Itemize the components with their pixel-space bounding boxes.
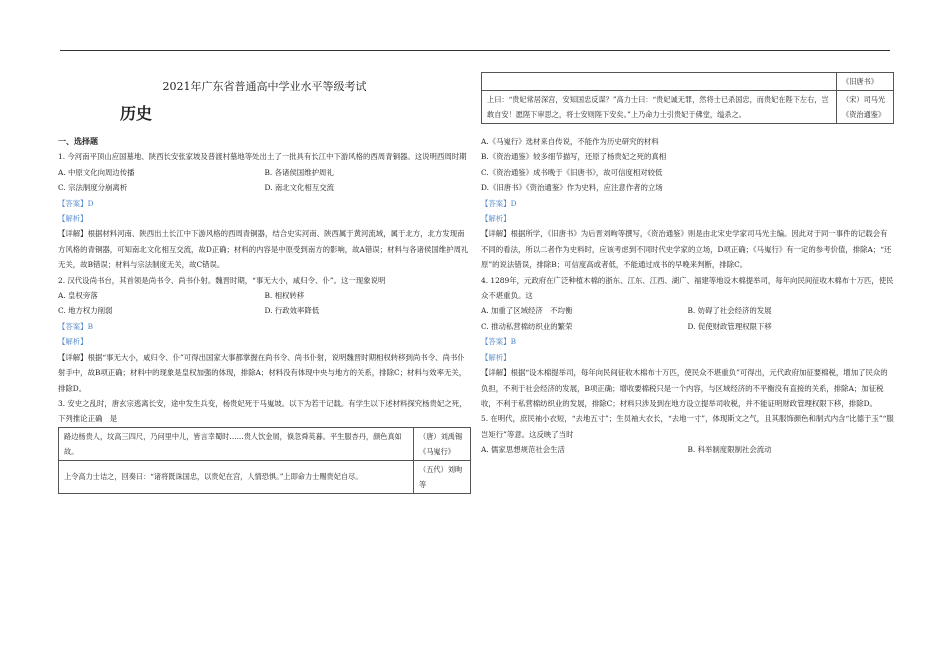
q1-option-c: C. 宗法制度分崩离析 [58, 183, 128, 193]
q3-analysis: 【详解】根据所学，《旧唐书》为后晋刘昫等撰写，《资治通鉴》则是由北宋史学家司马光主编。因此对于同一事件的记载会有不同的看法，所以二者作为史料时，应该考虑到不同时代史学家的立场，D项正确；《马嵬行》有一定的参考价值，排除A；“还原”的说法错误，排除B；可信度高或者低，不能通过成书的早晚来判断，排除C。 [481, 229, 892, 270]
left-column [58, 80, 471, 494]
q1-answer: 【答案】D [58, 198, 94, 208]
q5-option-a: A. 儒家思想规范社会生活 [481, 445, 565, 455]
q2-option-a: A. 皇权旁落 [58, 291, 98, 301]
q2-option-b: B. 相权转移 [264, 291, 305, 301]
q4-answer: 【答案】B [481, 337, 516, 347]
table-cell-source: （唐）刘禹锡《马嵬行》 [414, 427, 471, 460]
q1-options [58, 165, 471, 196]
exam-title: 2021年广东省普通高中学业水平等级考试 [162, 80, 367, 93]
subject-title: 历史 [120, 104, 153, 123]
q2-analysis: 【详解】根据“事无大小，咸归令、仆”可得出国家大事都掌握在尚书令、尚书仆射，说明魏晋时期相权转移到尚书令、尚书仆射手中，故B项正确；材料中的现象是皇权加强的体现，排除A；材料没有体现中央与地方的关系，排除C；材料与效率无关，排除D。 [58, 352, 467, 393]
q5-options [481, 442, 894, 457]
spacer [481, 124, 894, 134]
section-heading: 一、选择题 [58, 136, 98, 146]
q4-analysis: 【详解】根据“设木棉提举司，每年向民间征收木棉布十万匹，使民众不堪重负”可得出，元代政府加征要棉税，增加了民众的负担，不利于社会经济的发展，B项正确；增收要棉税只是一个内容，与区域经济的不平衡没有直接的关系，排除A；加征税收，不利于私营棉纺织业的发展，排除C；材料只涉及到在地方设立提举司收税，并不能证明财政管理权限下移，排除D。 [481, 368, 888, 408]
table-row [482, 73, 894, 91]
table-cell-source: （宋）司马光《资治通鉴》 [837, 91, 894, 124]
q4-option-b: B. 妨碍了社会经济的发展 [687, 306, 772, 316]
table-row [59, 460, 471, 493]
q5-option-b: B. 科举制度限制社会流动 [687, 445, 772, 455]
q2-option-c: C. 地方权力削弱 [58, 306, 113, 316]
table-cell-source: （五代）刘昫等 [414, 460, 471, 493]
q2-option-d: D. 行政效率降低 [264, 306, 320, 316]
q3-option-d: D.《旧唐书》《资治通鉴》作为史料，应注意作者的立场 [481, 183, 663, 193]
q3-answer: 【答案】D [481, 198, 517, 208]
table-cell-text: 上令高力士诘之，回奏曰：“诸将既诛国忠，以贵妃在宫，人情恐惧。”上即命力士赐贵妃自尽。 [59, 460, 414, 493]
q2-answer: 【答案】B [58, 321, 93, 331]
q4-stem: 4. 1289年，元政府在广泛种植木棉的浙东、江东、江西、湖广、福建等地设木棉提举司，每年向民间征收木棉布十万匹，使民众不堪重负。这 [481, 275, 894, 301]
q3-option-c: C.《资治通鉴》成书晚于《旧唐书》，故可信度相对较低 [481, 167, 663, 177]
q1-analysis-tag: 【解析】 [58, 214, 88, 224]
q2-analysis-tag: 【解析】 [58, 337, 88, 347]
header-rule [60, 50, 890, 51]
q1-option-b: B. 各诸侯国维护周礼 [264, 167, 334, 177]
q4-option-c: C. 推动私营棉纺织业的繁荣 [481, 321, 573, 331]
q2-options [58, 288, 471, 319]
q1-option-a: A. 中原文化向周边传播 [58, 167, 135, 177]
q4-option-a: A. 加重了区域经济 不均衡 [481, 306, 573, 316]
q4-option-d: D. 促使财政管理权限下移 [687, 321, 772, 331]
table-cell-text [482, 73, 837, 91]
q5-stem: 5. 在明代，庶民袖小衣短，“去地五寸”；生员袖大衣长，“去地一寸”，体现斯文之气，且其服饰颜色和制式内含“比德于玉”“服岂矩行”等意。这反映了当时 [481, 414, 894, 439]
table-cell-source: 《旧唐书》 [837, 73, 894, 91]
q3-options [481, 134, 894, 196]
q1-stem: 1. 今河南平顶山应国墓地、陕西长安张家坡及普渡村墓地等处出土了一批具有长江中下游风格的西周青铜器。这说明西周时期 [58, 152, 467, 162]
q2-stem: 2. 汉代设尚书台，其首领是尚书令、尚书仆射。魏晋时期，“事无大小，咸归令、仆”。这一现象说明 [58, 275, 386, 285]
q3-option-b: B.《资治通鉴》较多细节描写，还原了杨贵妃之死的真相 [481, 152, 667, 162]
q3-stem: 3. 安史之乱时，唐玄宗逃离长安，途中发生兵变，杨贵妃死于马嵬坡。以下为若干记载。有学生以下述材料探究杨贵妃之死，下列推论正确 是 [58, 398, 467, 424]
table-cell-text: 上曰：“贵妃常居深宫，安知国忠反谋？”高力士曰：“贵妃诚无罪，然将士已杀国忠，而贵妃在陛下左右，岂敢自安！愿陛下审思之，将士安则陛下安矣。”上乃命力士引贵妃于佛堂，缢杀之。 [482, 91, 837, 124]
table-cell-text: 路边杨贵人，坟高三四尺，乃问里中儿，皆言幸蜀时……贵人饮金屑，倏忽舜英暮。平生服杏丹，颜色真如故。 [59, 427, 414, 460]
table-row [59, 427, 471, 460]
q1-option-d: D. 南北文化相互交流 [264, 183, 334, 193]
q4-analysis-tag: 【解析】 [481, 352, 511, 362]
q1-analysis: 【详解】根据材料河南、陕西出土长江中下游风格的西周青铜器，结合史实河南、陕西属于黄河流域，属于北方，北方发现南方风格的青铜器，可知南北文化相互交流，故D正确；材料的内容是中原受到南方的影响，故A错误；材料与各诸侯国维护周礼无关，故B错误；材料与宗法制度无关，故C错误。 [58, 229, 469, 270]
q3-option-a: A.《马嵬行》选材来自传说，不能作为历史研究的材料 [481, 137, 659, 146]
q3-source-table-continued [481, 72, 894, 124]
q3-analysis-tag: 【解析】 [481, 214, 511, 224]
table-row [482, 91, 894, 124]
right-column [481, 72, 894, 458]
q4-options [481, 303, 894, 334]
q3-source-table [58, 427, 471, 494]
